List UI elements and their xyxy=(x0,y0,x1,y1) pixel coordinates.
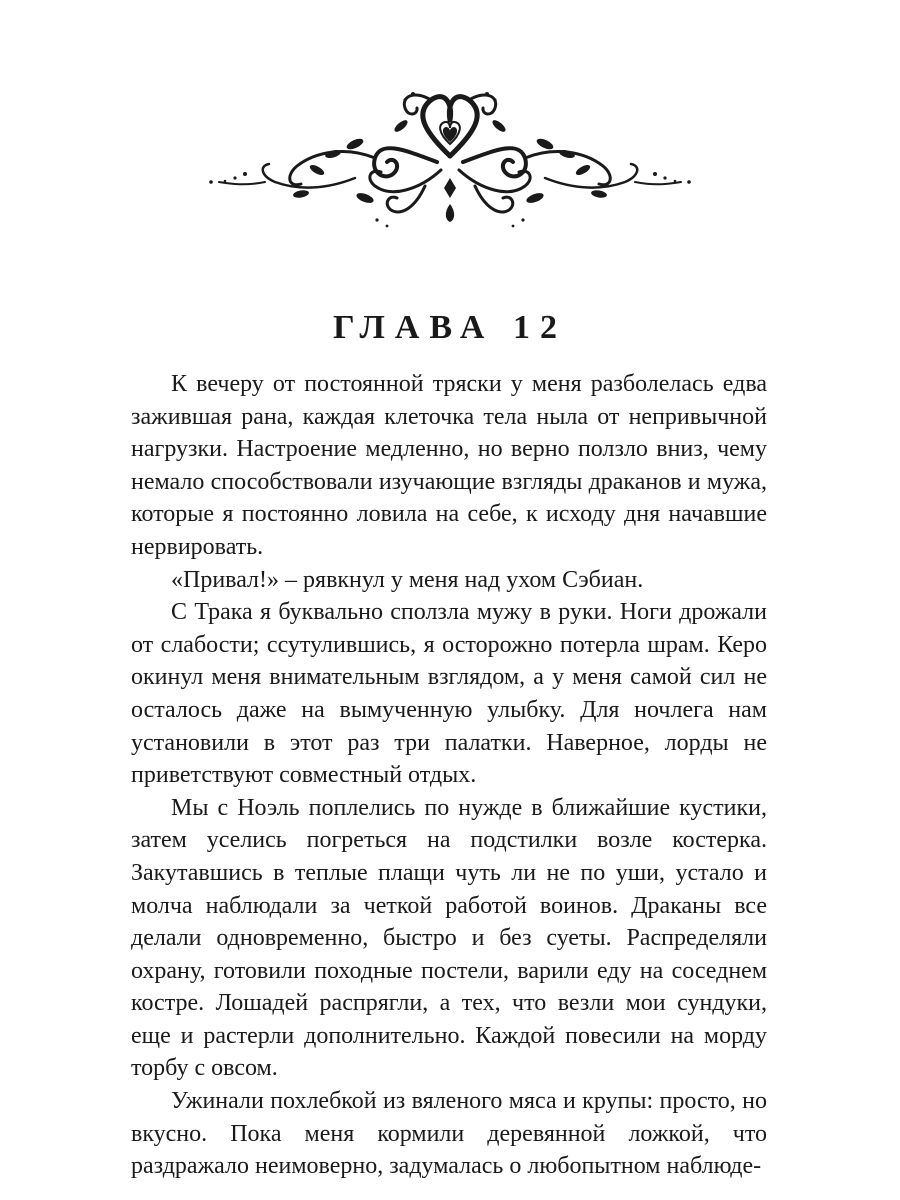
chapter-title: ГЛАВА 12 xyxy=(333,309,567,346)
paragraph: К вечеру от постоянной тряски у меня разболелась едва зажившая рана, каждая клеточка тела ныла от непривычной нагрузки. Настроение медленно, но верно ползло вниз, чему немало способствовали изучающие взгляды драканов и мужа, которые я постоянно ловила на себе, к исходу дня начавшие нервировать. xyxy=(131,371,767,560)
chapter-body xyxy=(131,368,767,1183)
paragraph: С Трака я буквально сползла мужу в руки. Ноги дрожали от слабости; ссутулившись, я осторожно потерла шрам. Керо окинул меня внимательным взглядом, а у меня самой сил не осталось даже на вымученную улыбку. Для ночлега нам установили в этот раз три палатки. Наверное, лорды не приветствуют совместный отдых. xyxy=(131,599,767,789)
paragraph: Ужинали похлебкой из вяленого мяса и крупы: просто, но вкусно. Пока меня кормили деревянной ложкой, что раздражало неимоверно, задумалась о любопытном наблюде- xyxy=(131,1088,767,1180)
paragraph: Мы с Ноэль поплелись по нужде в ближайшие кустики, затем уселись погреться на подстилки возле костерка. Закутавшись в теплые плащи чуть ли не по уши, устало и молча наблюдали за четкой работой воинов. Драканы все делали одновременно, быстро и без суеты. Распределяли охрану, готовили походные постели, варили еду на соседнем костре. Лошадей распрягли, а тех, что везли мои сундуки, еще и растерли дополнительно. Каждой повесили на морду торбу с овсом. xyxy=(131,794,767,1082)
floral-heart-ornament-icon xyxy=(205,86,695,246)
paragraph: «Привал!» – рявкнул у меня над ухом Сэбиан. xyxy=(171,566,644,593)
